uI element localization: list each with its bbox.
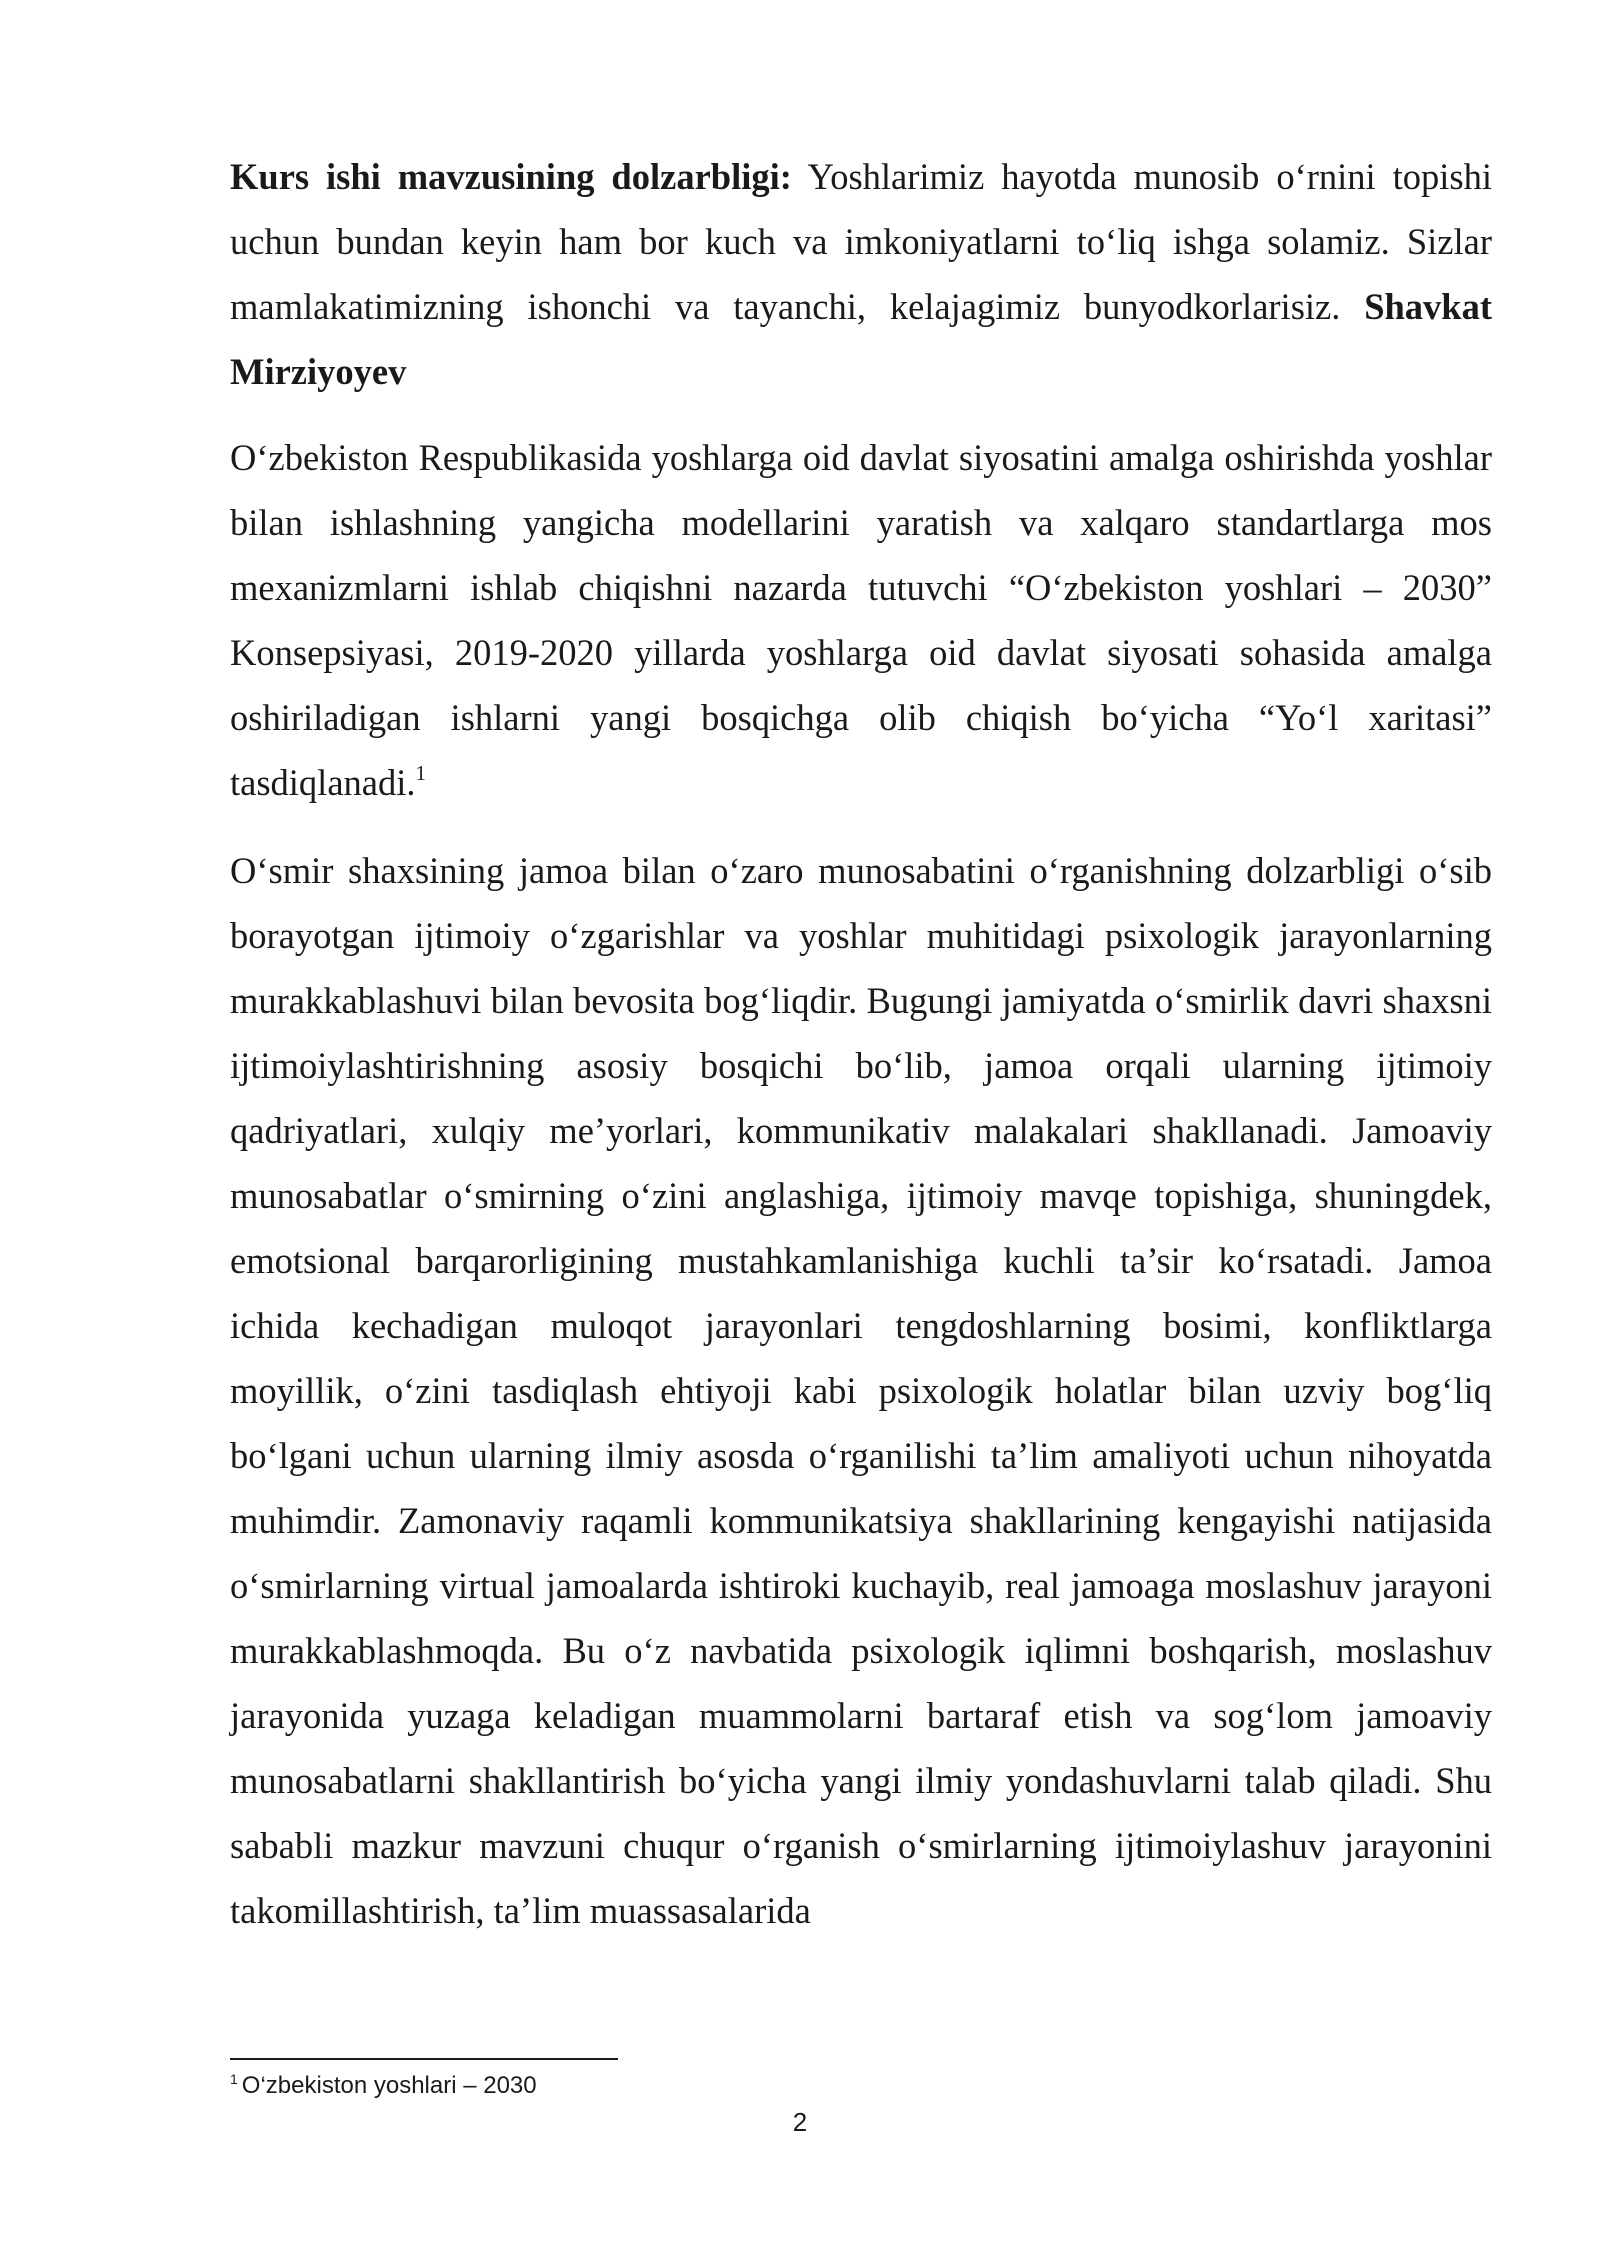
paragraph-text: Yoshlarimiz hayotda munosib o‘rnini topishi uchun bundan keyin ham bor kuch va imkoniyatlarni to‘liq ishga solamiz. Sizlar mamlakatimizning ishonchi va tayanchi, kelajagimiz bunyodkorlarisiz. — [230, 156, 1493, 327]
paragraph-concept — [230, 425, 1492, 815]
footnote-reference[interactable]: 1 — [415, 760, 426, 785]
paragraph-text: O‘smir shaxsining jamoa bilan o‘zaro munosabatini o‘rganishning dolzarbligi o‘sib borayotgan ijtimoiy o‘zgarishlar va yoshlar muhitidagi psixologik jarayonlarning murakkablashuvi bilan bevosita bog‘liqdir. Bugungi jamiyatda o‘smirlik davri shaxsni ijtimoiylashtirishning asosiy bosqichi bo‘lib, jamoa orqali ularning ijtimoiy qadriyatlari, xulqiy me’yorlari, kommunikativ malakalari shakllanadi. Jamoaviy munosabatlar o‘smirning o‘zini anglashiga, ijtimoiy mavqe topishiga, shuningdek, emotsional barqarorligining mustahkamlanishiga kuchli ta’sir ko‘rsatadi. Jamoa ichida kechadigan muloqot jarayonlari tengdoshlarning bosimi, konfliktlarga moyillik, o‘zini tasdiqlash ehtiyoji kabi psixologik holatlar bilan uzviy bog‘liq bo‘lgani uchun ularning ilmiy asosda o‘rganilishi ta’lim amaliyoti uchun nihoyatda muhimdir. Zamonaviy raqamli kommunikatsiya shakllarining kengayishi natijasida o‘smirlarning virtual jamoalarda ishtiroki kuchayib, real jamoaga moslashuv jarayoni murakkablashmoqda. Bu o‘z navbatida psixologik iqlimni boshqarish, moslashuv jarayonida yuzaga keladigan muammolarni bartaraf etish va sog‘lom jamoaviy munosabatlarni shakllantirish bo‘yicha yangi ilmiy yondashuvlarni talab qiladi. Shu sababli mazkur mavzuni chuqur o‘rganish o‘smirlarning ijtimoiylashuv jarayonini takomillashtirish, ta’lim muassasalarida — [230, 850, 1492, 1931]
paragraph-main — [230, 838, 1492, 1943]
footnote-text: O‘zbekiston yoshlari – 2030 — [241, 2072, 537, 2099]
footnote — [230, 2070, 537, 2102]
paragraph-lead-heading: Kurs ishi mavzusining dolzarbligi: — [230, 156, 792, 197]
quote-author: Shavkat Mirziyoyev — [230, 286, 1492, 392]
footnote-number: 1 — [230, 2071, 238, 2087]
footnote-separator — [230, 2058, 618, 2060]
paragraph-relevance — [230, 144, 1492, 404]
paragraph-text: O‘zbekiston Respublikasida yoshlarga oid davlat siyosatini amalga oshirishda yoshlar bilan ishlashning yangicha modellarini yaratish va xalqaro standartlarga mos mexanizmlarni ishlab chiqishni nazarda tutuvchi “O‘zbekiston yoshlari – 2030” Konsepsiyasi, 2019-2020 yillarda yoshlarga oid davlat siyosati sohasida amalga oshiriladigan ishlarni yangi bosqichga olib chiqish bo‘yicha “Yo‘l xaritasi” tasdiqlanadi. — [230, 437, 1492, 803]
page-number: 2 — [792, 2107, 808, 2137]
